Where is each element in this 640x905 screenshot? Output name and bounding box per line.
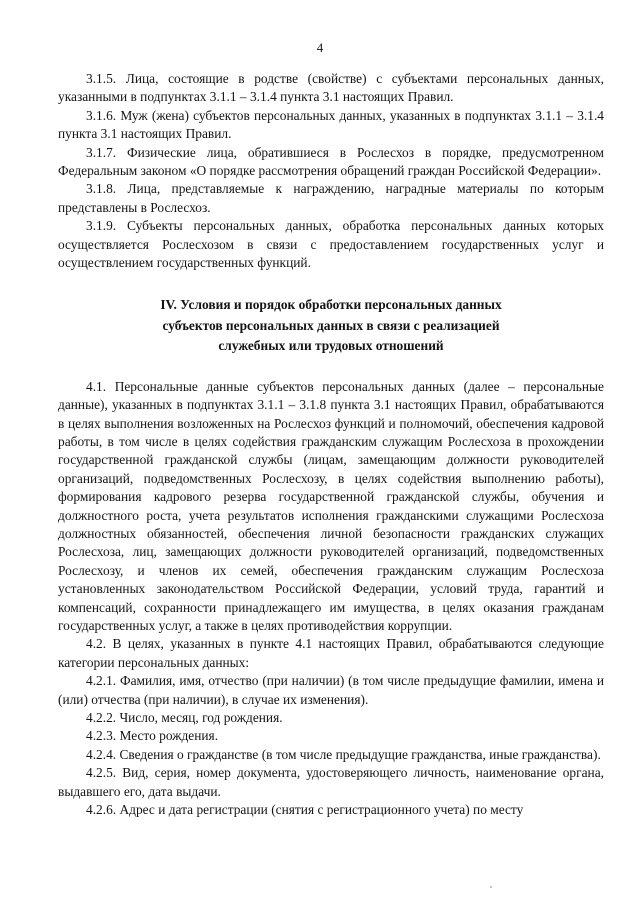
paragraph-3-1-7: 3.1.7. Физические лица, обратившиеся в Рослесхоз в порядке, предусмотренном Федеральным законом «О порядке рассмотрения обращений граждан Российской Федерации». [58, 144, 604, 179]
paragraph-3-1-9: 3.1.9. Субъекты персональных данных, обработка персональных данных которых осуществляется Рослесхозом в связи с предоставлением государственных услуг и осуществлением государственных функций. [58, 218, 604, 271]
section-heading [58, 295, 604, 356]
paragraph-3-1-6: 3.1.6. Муж (жена) субъектов персональных данных, указанных в подпунктах 3.1.1 – 3.1.4 пункта 3.1 настоящих Правил. [58, 107, 604, 142]
paragraph-4-2-5: 4.2.5. Вид, серия, номер документа, удостоверяющего личность, наименование органа, выдавшего его, дата выдачи. [58, 765, 604, 799]
section-heading-line-2: субъектов персональных данных в связи с реализацией [162, 317, 500, 333]
paragraph-4-2: 4.2. В целях, указанных в пункте 4.1 настоящих Правил, обрабатываются следующие категории персональных данных: [58, 636, 604, 670]
page-number: 4 [316, 40, 324, 55]
document-body [58, 70, 604, 819]
paragraph-4-2-3: 4.2.3. Место рождения. [86, 728, 219, 744]
paragraph-4-1: 4.1. Персональные данные субъектов персональных данных (далее – персональные данные), указанных в подпунктах 3.1.1 – 3.1.8 пункта 3.1 настоящих Правил, обрабатываются в целях выполнения возложенных на Рослесхоз функций и полномочий, обеспечения кадровой работы, в том числе в целях содействия гражданским служащим Рослесхоза в прохождении государственной гражданской службы (лицам, замещающим должности руководителей организаций, подведомственных Рослесхозу, в целях содействия выполнению работы), формирования кадрового резерва государственной гражданской службы, обучения и должностного роста, учета результатов исполнения гражданскими служащими Рослесхоза должностных обязанностей, обеспечения личной безопасности гражданских служащих Рослесхоза, лиц, замещающих должности руководителей организаций, подведомственных Рослесхозу, и членов их семей, обеспечения гражданским служащим Рослесхоза установленных законодательством Российской Федерации, условий труда, гарантий и компенсаций, сохранности принадлежащего им имущества, в целях оказания гражданам государственных услуг, а также в целях противодействия коррупции. [58, 378, 604, 633]
paragraph-3-1-5: 3.1.5. Лица, состоящие в родстве (свойстве) с субъектами персональных данных, указанными в подпунктах 3.1.1 – 3.1.4 пункта 3.1 настоящих Правил. [58, 71, 604, 105]
paragraph-4-2-2: 4.2.2. Число, месяц, год рождения. [86, 710, 283, 725]
section-heading-line-1: IV. Условия и порядок обработки персональных данных [160, 297, 502, 313]
scan-speck [490, 886, 492, 888]
section-heading-line-3: служебных или трудовых отношений [218, 338, 444, 354]
paragraph-4-2-1: 4.2.1. Фамилия, имя, отчество (при наличии) (в том числе предыдущие фамилии, имена и (или) отчества (при наличии), в случае их изменения). [58, 673, 604, 707]
paragraph-4-2-6: 4.2.6. Адрес и дата регистрации (снятия с регистрационного учета) по месту [86, 802, 524, 818]
paragraph-4-2-4: 4.2.4. Сведения о гражданстве (в том числе предыдущие гражданства, иные гражданства). [86, 746, 601, 762]
paragraph-3-1-8: 3.1.8. Лица, представляемые к награждению, наградные материалы по которым представлены в Рослесхоз. [58, 181, 604, 215]
